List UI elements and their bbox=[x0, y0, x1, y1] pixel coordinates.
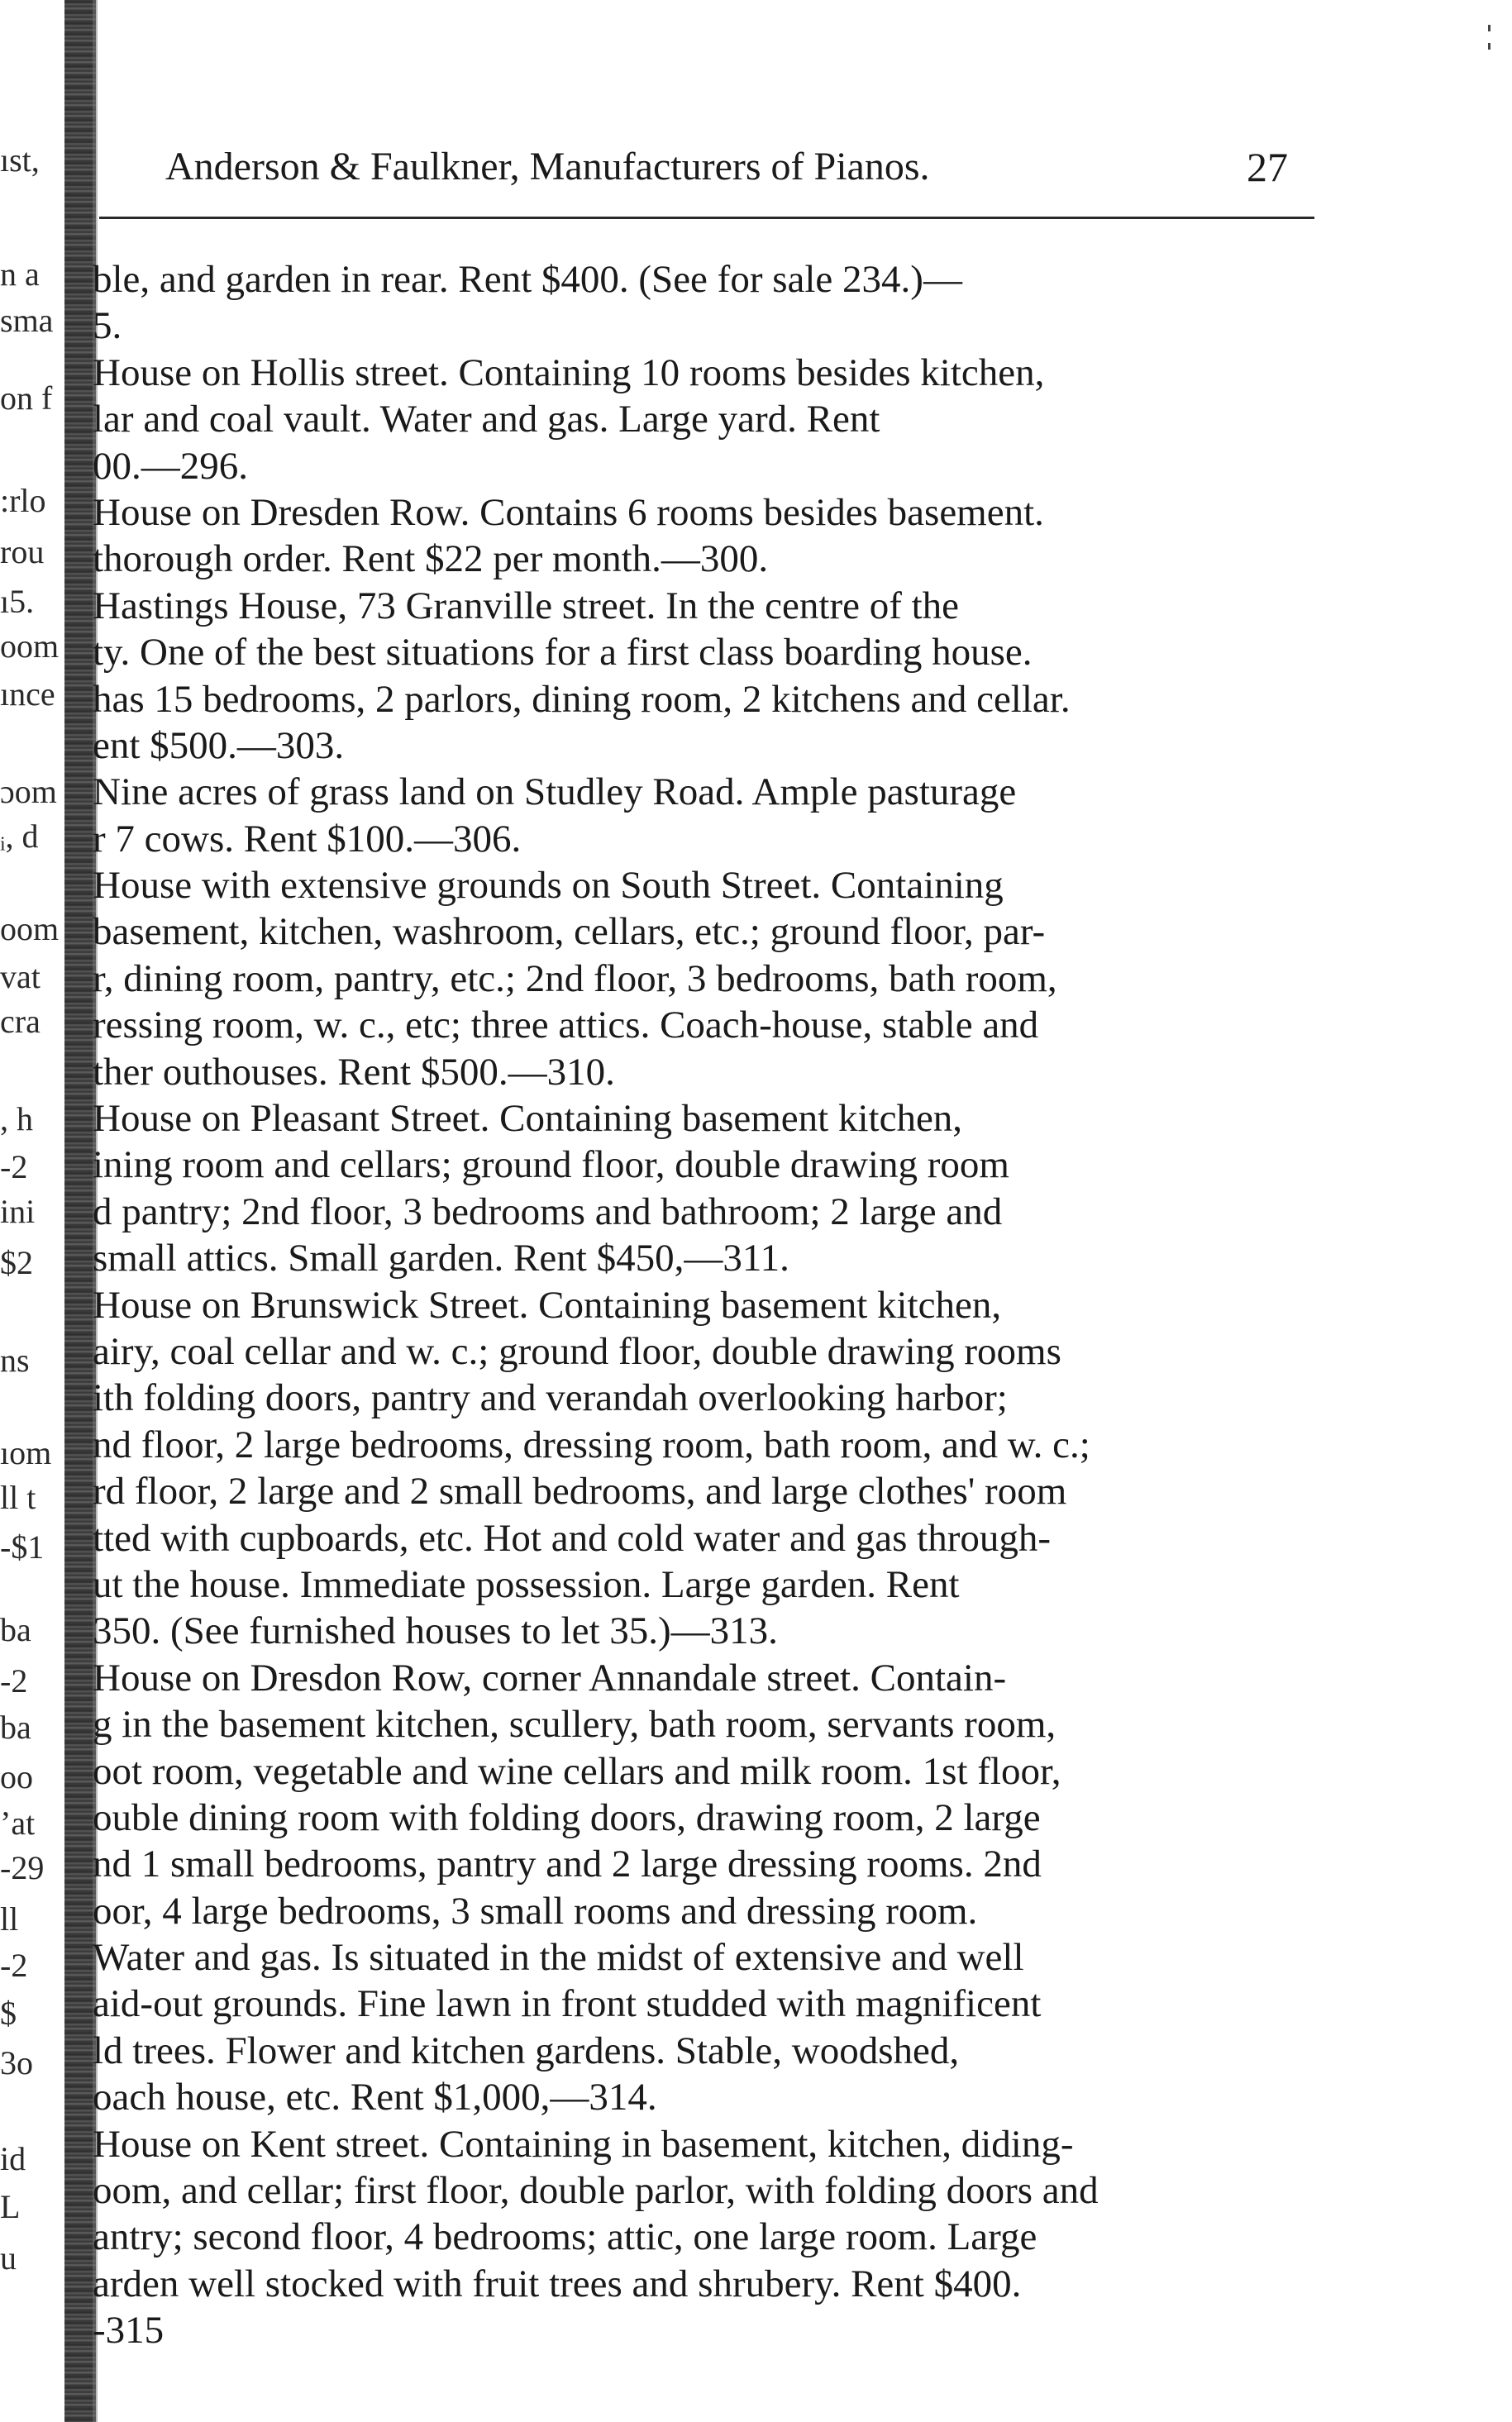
text-line bbox=[93, 1002, 1341, 1048]
stray-mark bbox=[1488, 25, 1491, 31]
facing-page-fragment: vat bbox=[0, 959, 41, 995]
facing-page-fragment: ini bbox=[0, 1194, 36, 1230]
header-rule bbox=[99, 217, 1314, 219]
text-line-content: ining room and cellars; ground floor, double drawing room bbox=[93, 1143, 1009, 1187]
text-line-content: 5. bbox=[93, 304, 122, 348]
running-header: Anderson & Faulkner, Manufacturers of Pianos. bbox=[165, 145, 930, 188]
text-line-content: ld trees. Flower and kitchen gardens. Stable, woodshed, bbox=[93, 2029, 960, 2072]
facing-page-fragment: sma bbox=[0, 303, 54, 339]
facing-page-fragment: ınce bbox=[0, 676, 55, 713]
text-line-content: rd floor, 2 large and 2 small bedrooms, and large clothes' room bbox=[93, 1470, 1067, 1514]
facing-page-fragment: -$1 bbox=[0, 1529, 45, 1566]
text-line-content: lar and coal vault. Water and gas. Large yard. Rent bbox=[93, 398, 880, 441]
text-line-content: ther outhouses. Rent $500.—310. bbox=[93, 1050, 615, 1094]
text-line bbox=[93, 2261, 1341, 2307]
facing-page-fragment: ba bbox=[0, 1709, 31, 1746]
text-line bbox=[93, 2074, 1341, 2120]
text-line bbox=[93, 629, 1341, 675]
text-line-content: ressing room, w. c., etc; three attics. Coach-house, stable and bbox=[93, 1004, 1039, 1047]
text-line bbox=[93, 816, 1341, 862]
text-line-content: Nine acres of grass land on Studley Road. Ample pasturage bbox=[93, 770, 1017, 814]
text-line-content: oom, and cellar; first floor, double parlor, with folding doors and bbox=[93, 2169, 1099, 2213]
text-line bbox=[93, 862, 1341, 908]
text-line bbox=[93, 2167, 1341, 2214]
text-line-content: House on Brunswick Street. Containing basement kitchen, bbox=[93, 1283, 1002, 1327]
facing-page-fragment: ᵢ, d bbox=[0, 818, 39, 855]
text-line bbox=[93, 1328, 1341, 1375]
text-line-content: 350. (See furnished houses to let 35.)—313. bbox=[93, 1609, 778, 1653]
facing-page-fragment: ll bbox=[0, 1901, 19, 1938]
text-line-content: aid-out grounds. Fine lawn in front studded with magnificent bbox=[93, 1982, 1042, 2026]
facing-page-fragment: cra bbox=[0, 1004, 41, 1040]
stray-mark bbox=[1488, 43, 1491, 50]
text-line bbox=[93, 1608, 1341, 1654]
text-line-content: Hastings House, 73 Granville street. In the centre of the bbox=[93, 584, 960, 627]
text-line-content: nd 1 small bedrooms, pantry and 2 large dressing rooms. 2nd bbox=[93, 1843, 1042, 1886]
text-line bbox=[93, 1888, 1341, 1934]
text-line-content: has 15 bedrooms, 2 parlors, dining room, 2 kitchens and cellar. bbox=[93, 677, 1071, 721]
text-line-content: House on Dresden Row. Contains 6 rooms besides basement. bbox=[93, 490, 1044, 534]
text-line bbox=[93, 1934, 1341, 1981]
text-line-content: House on Pleasant Street. Containing basement kitchen, bbox=[93, 1097, 963, 1141]
facing-page-fragment: n a bbox=[0, 256, 40, 293]
text-line bbox=[93, 1561, 1341, 1608]
text-line-content: ble, and garden in rear. Rent $400. (See for sale 234.)— bbox=[93, 258, 962, 301]
facing-page-fragment: ıom bbox=[0, 1435, 52, 1471]
facing-page-fragment: ʼat bbox=[0, 1805, 36, 1842]
text-line bbox=[93, 1049, 1341, 1095]
facing-page-fragment: ɔom bbox=[0, 774, 57, 810]
facing-page-fragment: ns bbox=[0, 1342, 30, 1379]
facing-page-fragment: oo bbox=[0, 1759, 33, 1795]
text-line-content: arden well stocked with fruit trees and shrubery. Rent $400. bbox=[93, 2262, 1022, 2305]
facing-page-fragment: -2 bbox=[0, 1663, 28, 1700]
text-line bbox=[93, 350, 1341, 396]
text-line-content: House with extensive grounds on South Street. Containing bbox=[93, 864, 1004, 908]
facing-page-fragment: -29 bbox=[0, 1850, 45, 1886]
text-line-content: nd floor, 2 large bedrooms, dressing room, bath room, and w. c.; bbox=[93, 1423, 1090, 1466]
text-line-content: d pantry; 2nd floor, 3 bedrooms and bathroom; 2 large and bbox=[93, 1190, 1003, 1233]
text-line-content: antry; second floor, 4 bedrooms; attic, one large room. Large bbox=[93, 2215, 1037, 2259]
text-line-content: tted with cupboards, etc. Hot and cold water and gas through- bbox=[93, 1516, 1052, 1560]
text-line bbox=[93, 1422, 1341, 1468]
facing-page-fragment: ıst, bbox=[0, 142, 40, 179]
facing-page-fragment: oom bbox=[0, 911, 60, 947]
text-line bbox=[93, 1981, 1341, 2027]
facing-page-fragment: :rlo bbox=[0, 483, 46, 519]
text-line-content: ouble dining room with folding doors, drawing room, 2 large bbox=[93, 1795, 1041, 1839]
text-line-content: oot room, vegetable and wine cellars and milk room. 1st floor, bbox=[93, 1749, 1061, 1793]
text-line bbox=[93, 2121, 1341, 2167]
text-line bbox=[93, 396, 1341, 442]
text-line bbox=[93, 443, 1341, 489]
text-line bbox=[93, 1655, 1341, 1701]
text-line-content: 00.—296. bbox=[93, 444, 248, 488]
text-line bbox=[93, 303, 1341, 349]
text-line bbox=[93, 1142, 1341, 1188]
facing-page-fragment: L bbox=[0, 2189, 21, 2225]
text-line bbox=[93, 536, 1341, 582]
facing-page-fragment: $ bbox=[0, 1995, 17, 2032]
page-number: 27 bbox=[1247, 144, 1288, 190]
text-line-content: -315 bbox=[93, 2309, 165, 2353]
facing-page-fragment: oom bbox=[0, 628, 60, 665]
text-line-content: basement, kitchen, washroom, cellars, etc.; ground floor, par- bbox=[93, 910, 1046, 954]
text-line-content: oach house, etc. Rent $1,000,—314. bbox=[93, 2076, 657, 2119]
text-line-content: House on Dresdon Row, corner Annandale street. Contain- bbox=[93, 1656, 1007, 1700]
binding-gutter bbox=[64, 0, 96, 2422]
text-line-content: ent $500.—303. bbox=[93, 723, 345, 767]
facing-page-fragment: ı5. bbox=[0, 584, 35, 620]
text-line-content: thorough order. Rent $22 per month.—300. bbox=[93, 537, 769, 581]
text-line-content: ith folding doors, pantry and verandah overlooking harbor; bbox=[93, 1376, 1008, 1420]
listings-text bbox=[93, 256, 1341, 2354]
facing-page-fragment: -2 bbox=[0, 1948, 28, 1984]
text-line bbox=[93, 676, 1341, 722]
facing-page-fragment: , h bbox=[0, 1101, 33, 1137]
text-line bbox=[93, 722, 1341, 769]
text-line bbox=[93, 2214, 1341, 2260]
text-line-content: r, dining room, pantry, etc.; 2nd floor, 3 bedrooms, bath room, bbox=[93, 956, 1057, 1000]
facing-page-edge bbox=[0, 0, 64, 2422]
text-line bbox=[93, 1748, 1341, 1795]
text-line-content: g in the basement kitchen, scullery, bath room, servants room, bbox=[93, 1703, 1056, 1747]
text-line-content: Water and gas. Is situated in the midst of extensive and well bbox=[93, 1936, 1024, 1980]
text-line bbox=[93, 256, 1341, 303]
facing-page-fragment: id bbox=[0, 2141, 26, 2177]
text-line bbox=[93, 908, 1341, 955]
text-line-content: small attics. Small garden. Rent $450,—311. bbox=[93, 1237, 789, 1280]
text-line-content: House on Hollis street. Containing 10 rooms besides kitchen, bbox=[93, 350, 1045, 394]
text-line bbox=[93, 1841, 1341, 1887]
text-line bbox=[93, 1701, 1341, 1747]
facing-page-fragment: u bbox=[0, 2240, 17, 2277]
text-line-content: r 7 cows. Rent $100.—306. bbox=[93, 817, 522, 861]
text-line bbox=[93, 583, 1341, 629]
facing-page-fragment: rou bbox=[0, 534, 45, 570]
text-line bbox=[93, 956, 1341, 1002]
facing-page-fragment: -2 bbox=[0, 1149, 28, 1185]
text-line bbox=[93, 1095, 1341, 1142]
facing-page-fragment: ba bbox=[0, 1612, 31, 1648]
text-line bbox=[93, 769, 1341, 815]
text-line bbox=[93, 2028, 1341, 2074]
text-line bbox=[93, 1282, 1341, 1328]
text-line bbox=[93, 1515, 1341, 1561]
text-line-content: ut the house. Immediate possession. Large garden. Rent bbox=[93, 1562, 960, 1606]
text-line bbox=[93, 489, 1341, 536]
facing-page-fragment: 3o bbox=[0, 2045, 33, 2081]
text-line bbox=[93, 1795, 1341, 1841]
text-line bbox=[93, 1189, 1341, 1235]
facing-page-fragment: ll t bbox=[0, 1480, 36, 1516]
text-line bbox=[93, 1235, 1341, 1281]
text-line-content: House on Kent street. Containing in basement, kitchen, diding- bbox=[93, 2122, 1074, 2166]
text-line-content: airy, coal cellar and w. c.; ground floor, double drawing rooms bbox=[93, 1329, 1061, 1373]
facing-page-fragment: $2 bbox=[0, 1245, 33, 1281]
text-line-content: ty. One of the best situations for a first class boarding house. bbox=[93, 631, 1033, 675]
facing-page-fragment: on f bbox=[0, 380, 53, 417]
text-line bbox=[93, 1468, 1341, 1514]
text-line bbox=[93, 2307, 1341, 2353]
text-line bbox=[93, 1375, 1341, 1421]
text-line-content: oor, 4 large bedrooms, 3 small rooms and dressing room. bbox=[93, 1889, 978, 1933]
